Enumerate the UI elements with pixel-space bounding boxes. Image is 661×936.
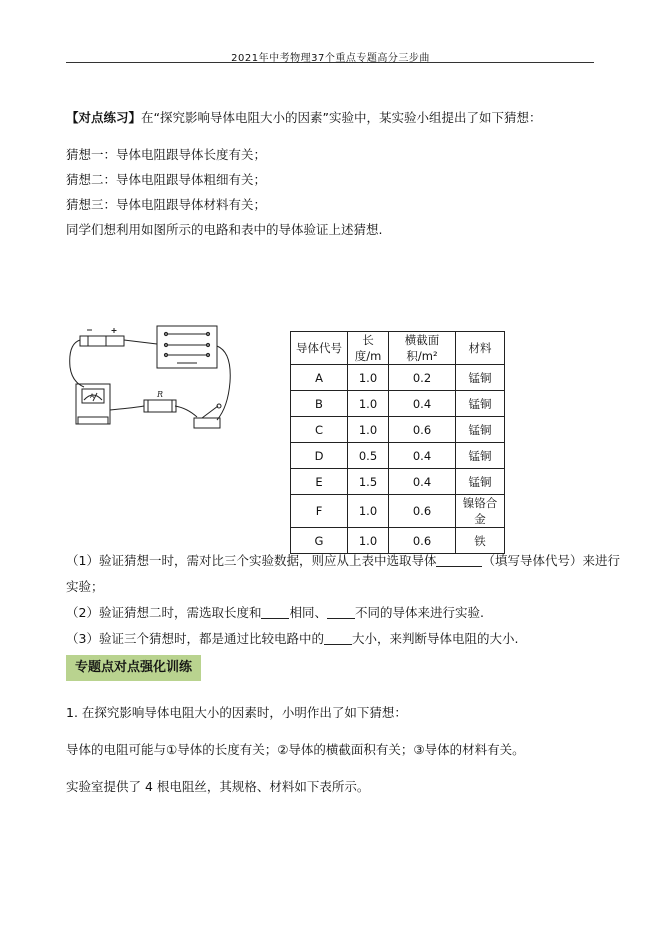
table-header-row xyxy=(291,332,505,365)
page-header: 2021年中考物理37个重点专题高分三步曲 xyxy=(231,53,430,64)
table-cell: 1.0 xyxy=(348,391,389,417)
question-2-text-2: 相同、 xyxy=(289,605,327,620)
switch xyxy=(194,418,220,428)
guess-3: 猜想三：导体电阻跟导体材料有关； xyxy=(66,197,267,212)
question-2 xyxy=(66,603,484,621)
table-cell: 0.2 xyxy=(389,365,456,391)
problem-1-provided: 实验室提供了 4 根电阻丝，其规格、材料如下表所示。 xyxy=(66,779,370,794)
table-cell: 1.0 xyxy=(348,365,389,391)
circuit-diagram xyxy=(62,322,242,442)
table-row xyxy=(291,365,505,391)
table-row xyxy=(291,495,505,528)
question-3 xyxy=(66,629,518,647)
table-cell: 1.5 xyxy=(348,469,389,495)
question-1-text-2: （填写导体代号）来进行 xyxy=(482,553,620,568)
answer-blank[interactable] xyxy=(324,632,352,645)
table-row xyxy=(291,528,505,554)
table-cell: D xyxy=(291,443,348,469)
table-cell: 0.5 xyxy=(348,443,389,469)
table-cell: E xyxy=(291,469,348,495)
header-cell: 横截面积/m² xyxy=(389,332,456,365)
ammeter-label: A xyxy=(90,393,95,400)
table-cell: 0.4 xyxy=(389,469,456,495)
table-cell: 0.4 xyxy=(389,443,456,469)
question-2-text: （2）验证猜想二时，需选取长度和 xyxy=(66,605,262,620)
table-row xyxy=(291,391,505,417)
plan-text: 同学们想利用如图所示的电路和表中的导体验证上述猜想. xyxy=(66,222,383,237)
table-cell: 锰铜 xyxy=(456,365,505,391)
table-cell: 锰铜 xyxy=(456,391,505,417)
table-cell: 0.6 xyxy=(389,528,456,554)
header-rule xyxy=(66,62,594,63)
answer-blank[interactable] xyxy=(436,554,482,567)
table-cell: 0.6 xyxy=(389,417,456,443)
table-cell: 1.0 xyxy=(348,417,389,443)
table-cell: 1.0 xyxy=(348,528,389,554)
question-1 xyxy=(66,551,620,569)
battery xyxy=(80,336,124,346)
guess-1: 猜想一：导体电阻跟导体长度有关； xyxy=(66,147,267,162)
question-1-cont: 实验； xyxy=(66,579,104,594)
resistor xyxy=(144,400,176,412)
question-2-text-3: 不同的导体来进行实验. xyxy=(354,605,484,620)
table-cell: A xyxy=(291,365,348,391)
practice-intro-text: 在“探究影响导体电阻大小的因素”实验中，某实验小组提出了如下猜想： xyxy=(141,110,542,125)
table-cell: B xyxy=(291,391,348,417)
section-banner: 专题点对点强化训练 xyxy=(66,655,201,681)
question-3-text: （3）验证三个猜想时，都是通过比较电路中的 xyxy=(66,631,324,646)
answer-blank[interactable] xyxy=(327,606,355,619)
resistor-label: R xyxy=(157,390,164,399)
table-row xyxy=(291,417,505,443)
table-cell: F xyxy=(291,495,348,528)
conductor-table xyxy=(290,331,505,554)
table-row xyxy=(291,469,505,495)
table-cell: 锰铜 xyxy=(456,469,505,495)
table-cell: 铁 xyxy=(456,528,505,554)
guess-2: 猜想二：导体电阻跟导体粗细有关； xyxy=(66,172,267,187)
table-cell: 1.0 xyxy=(348,495,389,528)
question-3-text-2: 大小，来判断导体电阻的大小. xyxy=(351,631,519,646)
problem-1-stem: 1. 在探究影响导体电阻大小的因素时，小明作出了如下猜想： xyxy=(66,705,407,720)
header-cell: 长度/m xyxy=(348,332,389,365)
table-row xyxy=(291,443,505,469)
table-cell: G xyxy=(291,528,348,554)
problem-1-guesses: 导体的电阻可能与①导体的长度有关；②导体的横截面积有关；③导体的材料有关。 xyxy=(66,742,525,757)
table-cell: 锰铜 xyxy=(456,443,505,469)
table-cell: 0.6 xyxy=(389,495,456,528)
practice-tag: 【对点练习】 xyxy=(66,110,142,125)
practice-intro xyxy=(66,108,541,126)
header-cell: 导体代号 xyxy=(291,332,348,365)
table-cell: 锰铜 xyxy=(456,417,505,443)
ammeter xyxy=(76,384,110,424)
table-cell: 0.4 xyxy=(389,391,456,417)
question-1-text: （1）验证猜想一时，需对比三个实验数据，则应从上表中选取导体 xyxy=(66,553,437,568)
table-cell: C xyxy=(291,417,348,443)
table-cell: 镍铬合金 xyxy=(456,495,505,528)
answer-blank[interactable] xyxy=(261,606,289,619)
header-cell: 材料 xyxy=(456,332,505,365)
